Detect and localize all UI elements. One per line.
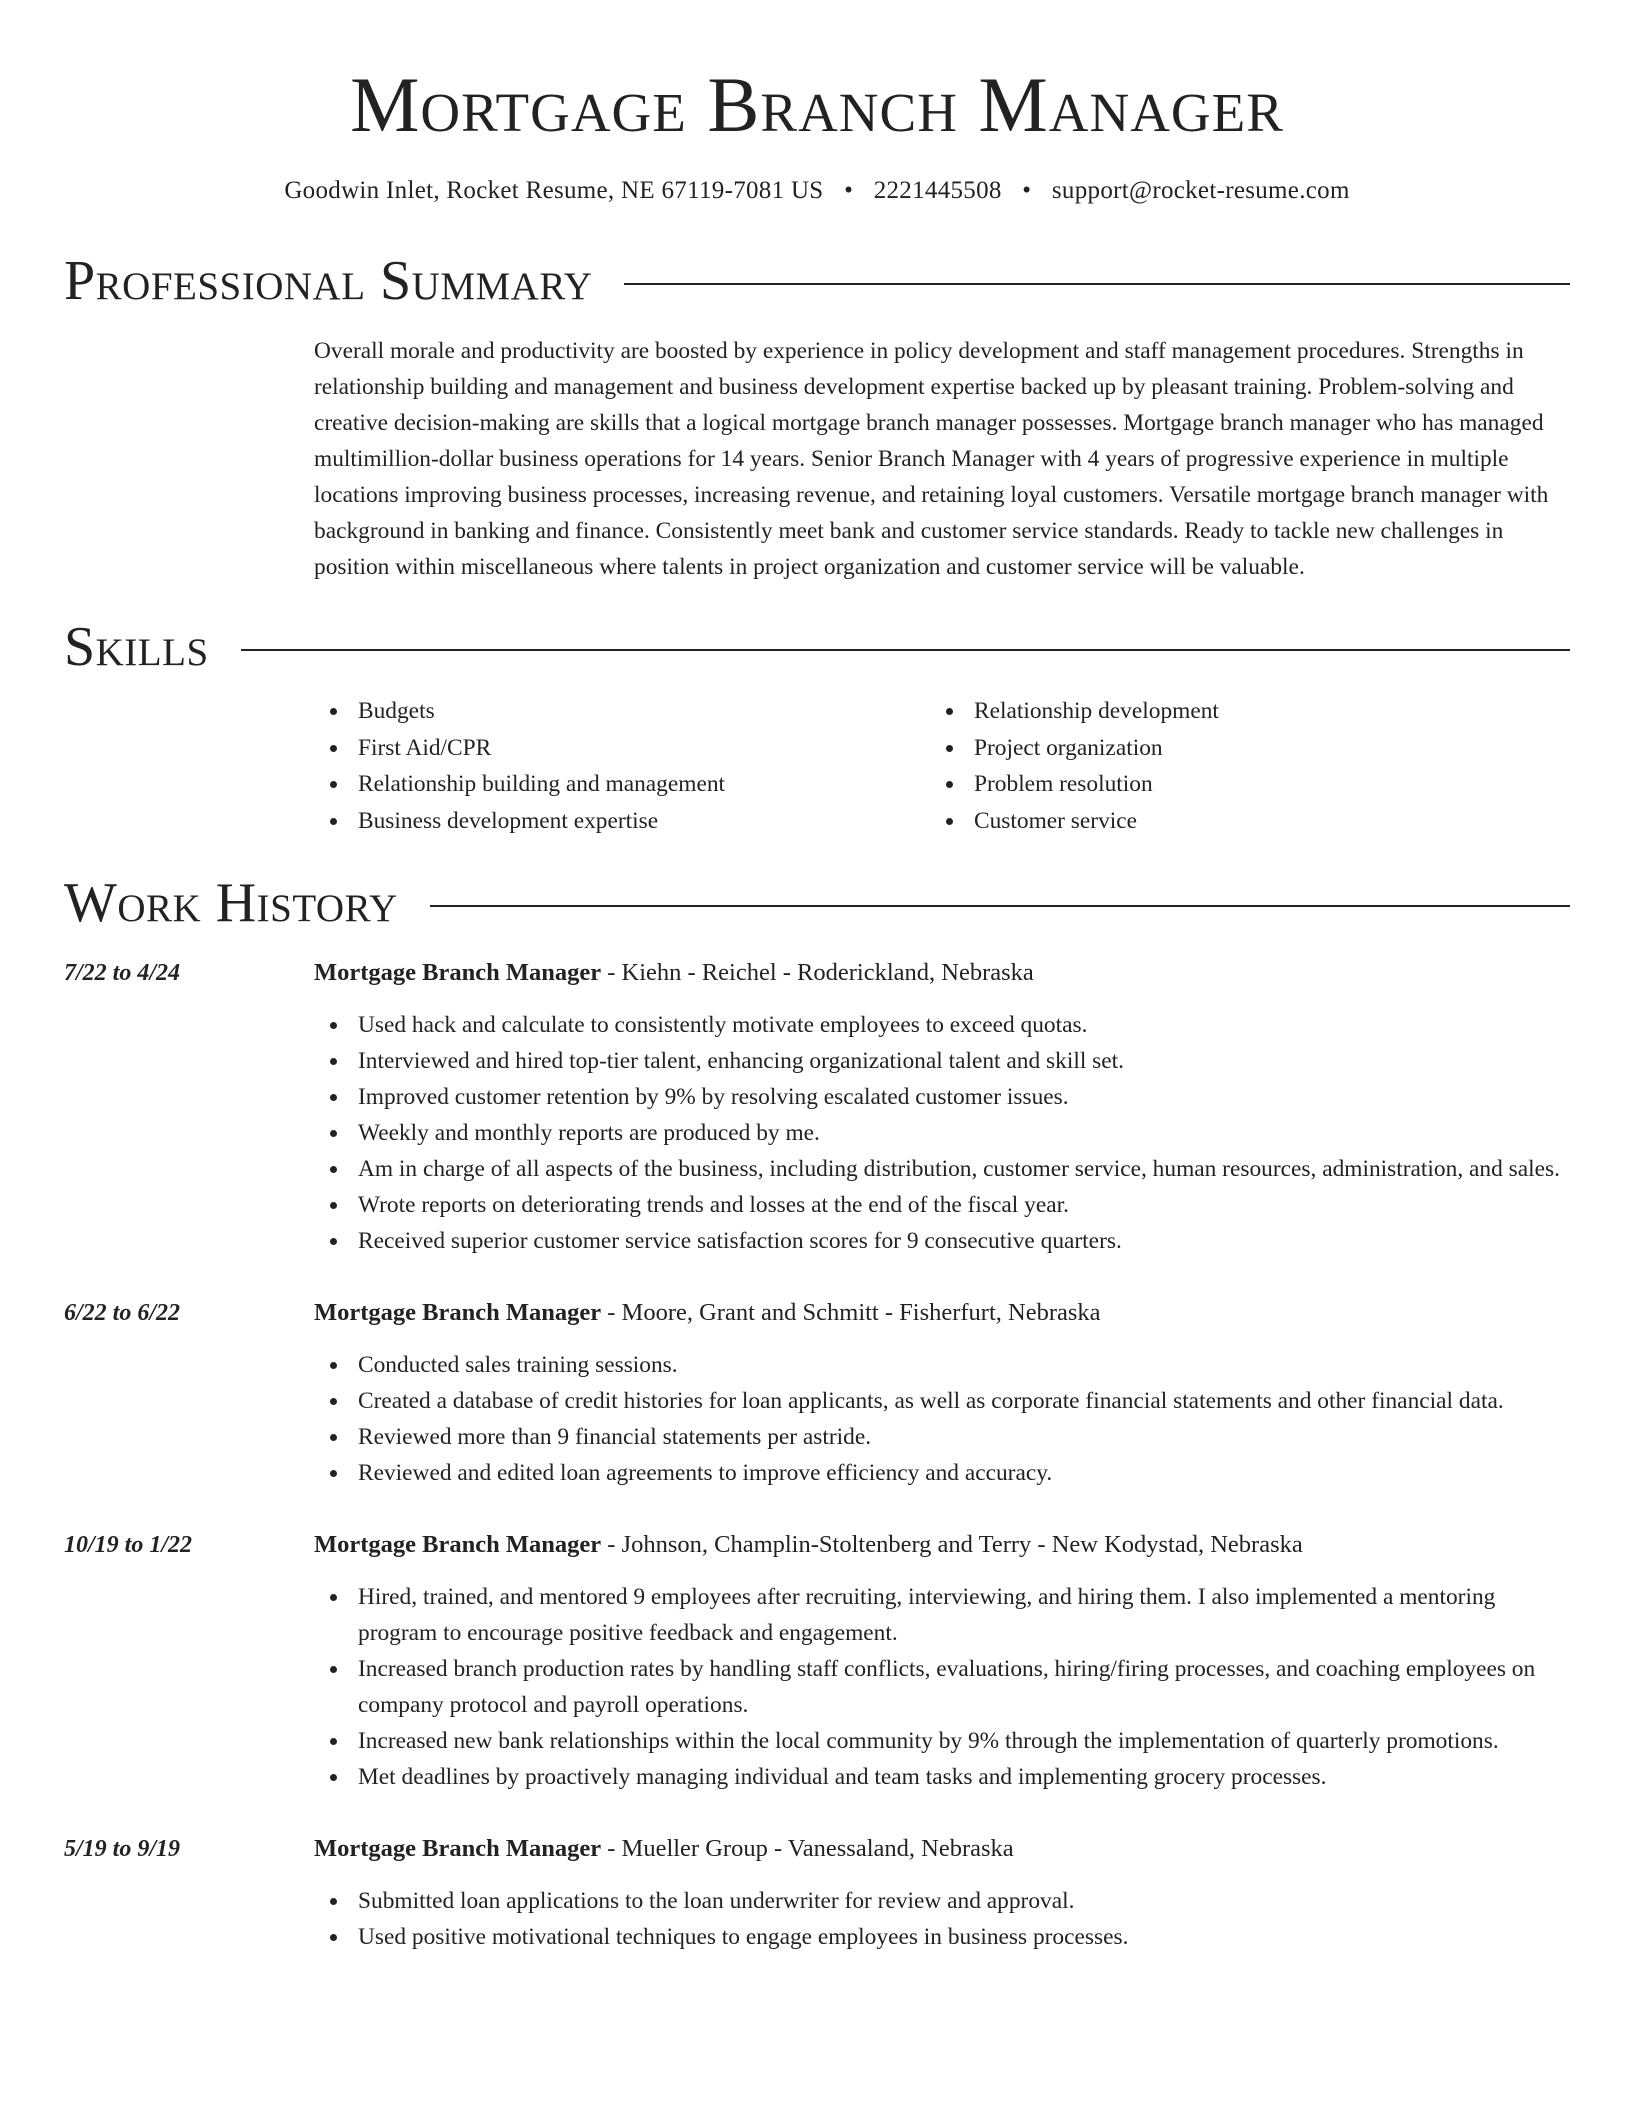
job-bullets xyxy=(314,1007,1570,1259)
skill-item: Problem resolution xyxy=(930,766,1546,803)
job-bullet: Hired, trained, and mentored 9 employees after recruiting, interviewing, and hiring them. I also implemented a mentoring program to encourage positive feedback and engagement. xyxy=(314,1579,1570,1651)
job-bullet: Weekly and monthly reports are produced by me. xyxy=(314,1115,1570,1151)
job-bullet: Reviewed more than 9 financial statements per astride. xyxy=(314,1419,1570,1455)
job-heading xyxy=(314,1295,1570,1331)
job-dates: 7/22 to 4/24 xyxy=(64,960,181,986)
skills-title: Skills xyxy=(64,616,209,678)
contact-address: Goodwin Inlet, Rocket Resume, NE 67119-7081 US xyxy=(284,177,824,204)
skill-item: Relationship building and management xyxy=(314,766,930,803)
job-role: Mortgage Branch Manager xyxy=(314,959,602,986)
job-heading xyxy=(314,1527,1570,1563)
job-bullet: Received superior customer service satisfaction scores for 9 consecutive quarters. xyxy=(314,1223,1570,1259)
job-entry xyxy=(64,1295,1570,1491)
job-entry xyxy=(64,955,1570,1259)
skills-section-header xyxy=(64,616,1570,678)
job-bullet: Created a database of credit histories for loan applicants, as well as corporate financial statements and other financial data. xyxy=(314,1383,1570,1419)
job-dates: 10/19 to 1/22 xyxy=(64,1532,193,1558)
job-body xyxy=(314,955,1570,1259)
job-employer: - Mueller Group - Vanessaland, Nebraska xyxy=(601,1835,1014,1862)
skill-item: Relationship development xyxy=(930,693,1546,730)
job-bullet: Used hack and calculate to consistently motivate employees to exceed quotas. xyxy=(314,1007,1570,1043)
skills-column-right xyxy=(930,693,1546,839)
job-bullet: Submitted loan applications to the loan underwriter for review and approval. xyxy=(314,1883,1570,1919)
job-dates: 5/19 to 9/19 xyxy=(64,1836,181,1862)
job-bullet: Used positive motivational techniques to engage employees in business processes. xyxy=(314,1919,1570,1955)
contact-phone: 2221445508 xyxy=(873,177,1002,204)
skill-item: Customer service xyxy=(930,803,1546,840)
skill-item: Business development expertise xyxy=(314,803,930,840)
job-role: Mortgage Branch Manager xyxy=(314,1835,602,1862)
job-body xyxy=(314,1831,1570,1955)
job-employer: - Moore, Grant and Schmitt - Fisherfurt, Nebraska xyxy=(601,1299,1101,1326)
work-title: Work History xyxy=(64,872,398,934)
job-bullets xyxy=(314,1579,1570,1795)
contact-line xyxy=(64,177,1570,205)
job-role: Mortgage Branch Manager xyxy=(314,1299,602,1326)
job-heading xyxy=(314,955,1570,991)
work-history-list xyxy=(64,955,1570,1955)
summary-title: Professional Summary xyxy=(64,250,593,312)
job-bullet: Increased branch production rates by handling staff conflicts, evaluations, hiring/firing processes, and coaching employees on company protocol and payroll operations. xyxy=(314,1651,1570,1723)
job-employer: - Johnson, Champlin-Stoltenberg and Terry - New Kodystad, Nebraska xyxy=(601,1531,1303,1558)
work-section-header xyxy=(64,872,1570,934)
job-entry xyxy=(64,1527,1570,1795)
job-bullet: Am in charge of all aspects of the business, including distribution, customer service, human resources, administration, and sales. xyxy=(314,1151,1570,1187)
job-heading xyxy=(314,1831,1570,1867)
job-bullet: Reviewed and edited loan agreements to improve efficiency and accuracy. xyxy=(314,1455,1570,1491)
job-bullet: Increased new bank relationships within the local community by 9% through the implementation of quarterly promotions. xyxy=(314,1723,1570,1759)
job-body xyxy=(314,1295,1570,1491)
summary-section-header xyxy=(64,250,1570,312)
skill-item: Budgets xyxy=(314,693,930,730)
skill-item: Project organization xyxy=(930,730,1546,767)
job-bullet: Interviewed and hired top-tier talent, enhancing organizational talent and skill set. xyxy=(314,1043,1570,1079)
job-bullets xyxy=(314,1347,1570,1491)
job-entry xyxy=(64,1831,1570,1955)
section-divider xyxy=(241,649,1570,651)
section-divider xyxy=(430,905,1570,907)
job-bullet: Improved customer retention by 9% by resolving escalated customer issues. xyxy=(314,1079,1570,1115)
job-body xyxy=(314,1527,1570,1795)
skills-column-left xyxy=(314,693,930,839)
candidate-name: Mortgage Branch Manager xyxy=(350,61,1284,148)
job-bullet: Conducted sales training sessions. xyxy=(314,1347,1570,1383)
skill-item: First Aid/CPR xyxy=(314,730,930,767)
skills-list xyxy=(314,693,1570,839)
job-dates: 6/22 to 6/22 xyxy=(64,1300,181,1326)
resume-page xyxy=(64,0,1570,2112)
job-role: Mortgage Branch Manager xyxy=(314,1531,602,1558)
job-employer: - Kiehn - Reichel - Roderickland, Nebraska xyxy=(601,959,1034,986)
contact-separator: • xyxy=(844,177,854,204)
summary-text: Overall morale and productivity are boosted by experience in policy development and staff management procedures. Strengths in relationship building and management and business development expertise backed up by pleasant training. Problem-solving and creative decision-making are skills that a logical mortgage branch manager possesses. Mortgage branch manager who has managed multimillion-dollar business operations for 14 years. Senior Branch Manager with 4 years of progressive experience in multiple locations improving business processes, increasing revenue, and retaining loyal customers. Versatile mortgage branch manager with background in banking and finance. Consistently meet bank and customer service standards. Ready to tackle new challenges in position within miscellaneous where talents in project organization and customer service will be valuable. xyxy=(314,338,1549,580)
contact-email: support@rocket-resume.com xyxy=(1051,177,1350,204)
job-bullets xyxy=(314,1883,1570,1955)
section-divider xyxy=(624,283,1570,285)
contact-separator: • xyxy=(1022,177,1032,204)
job-bullet: Met deadlines by proactively managing individual and team tasks and implementing grocery processes. xyxy=(314,1759,1570,1795)
job-bullet: Wrote reports on deteriorating trends and losses at the end of the fiscal year. xyxy=(314,1187,1570,1223)
